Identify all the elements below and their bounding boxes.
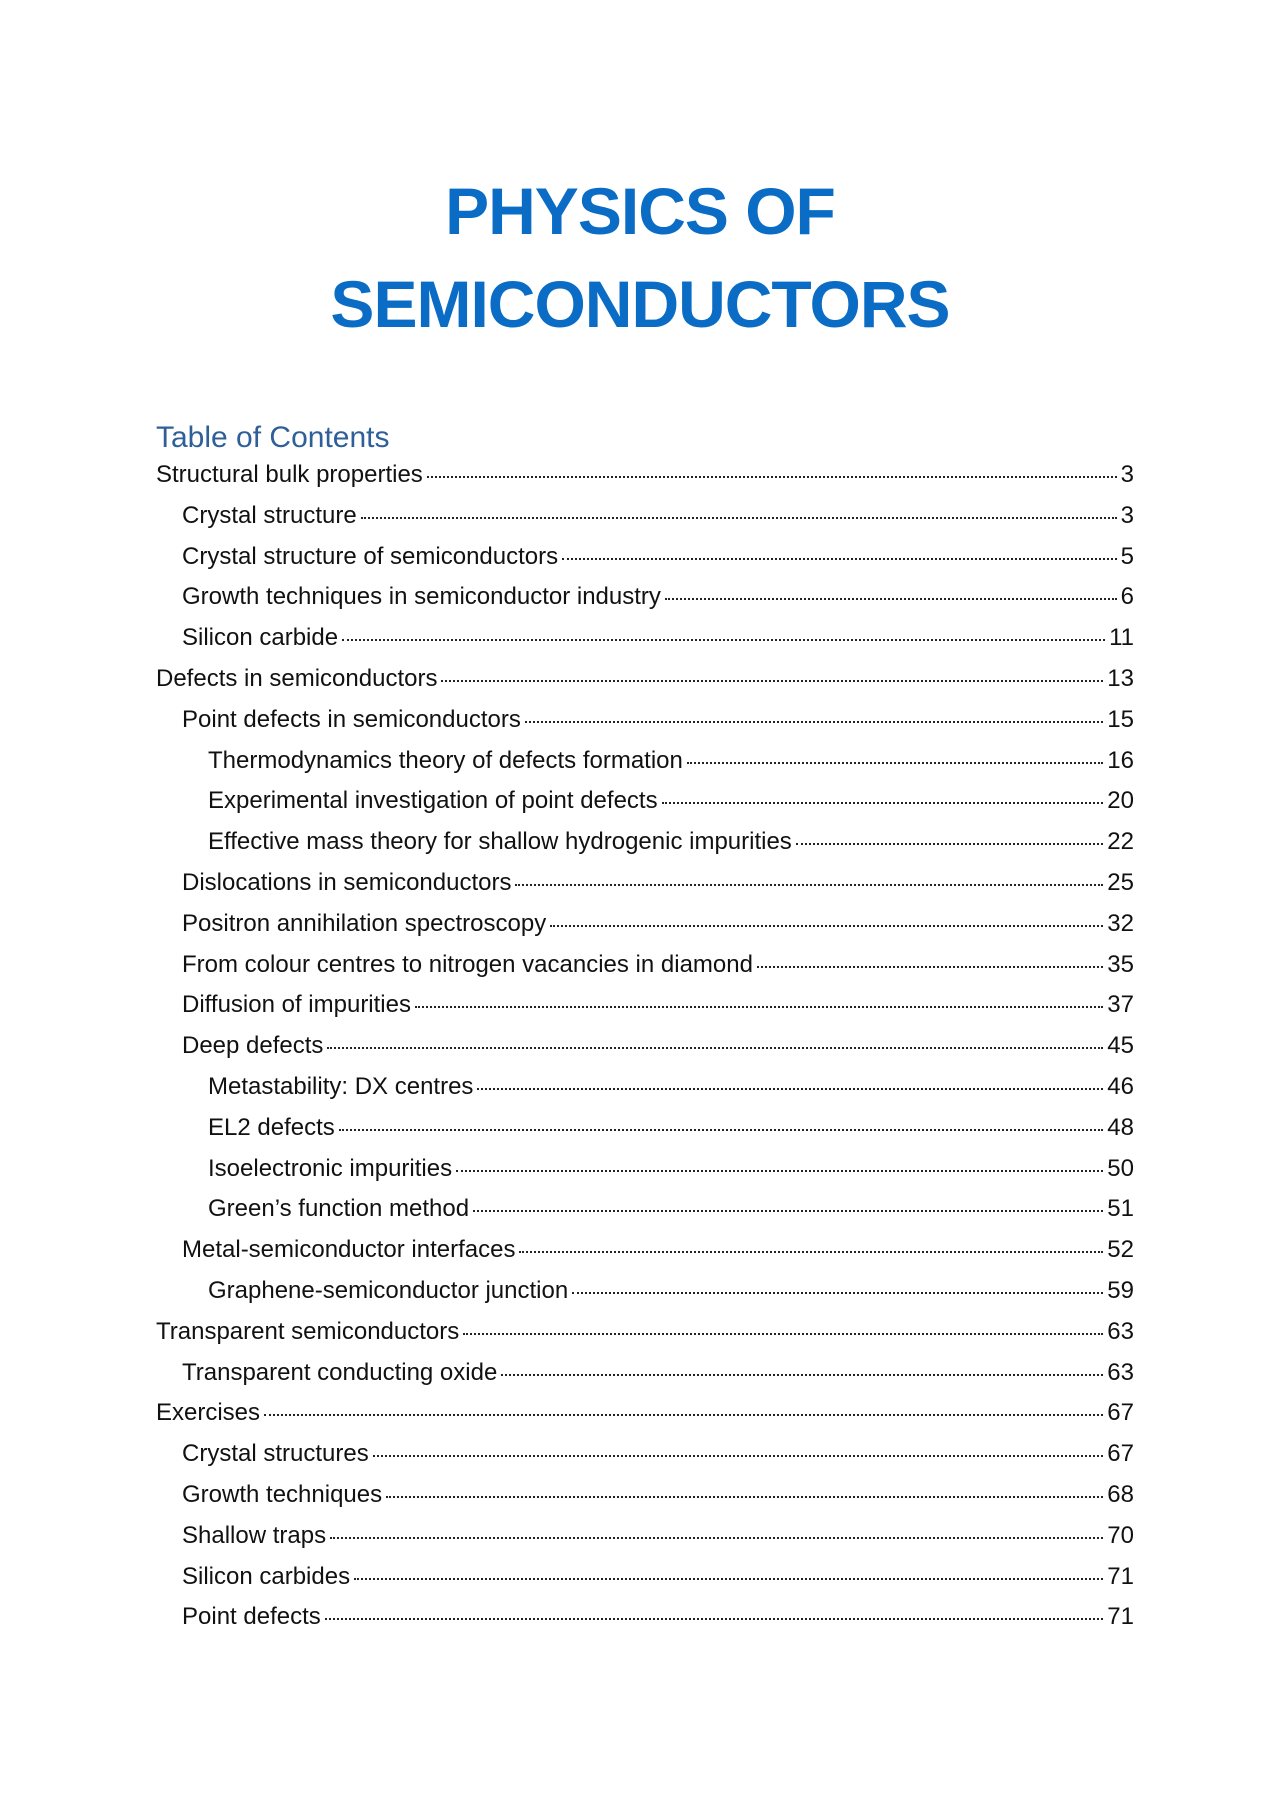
toc-page-number[interactable]: 15 (1107, 705, 1134, 733)
toc-dot-leader (330, 1519, 1103, 1543)
toc-dot-leader (477, 1070, 1103, 1094)
toc-dot-leader (327, 1029, 1103, 1053)
toc-page-number[interactable]: 63 (1107, 1317, 1134, 1345)
toc-dot-leader (796, 825, 1103, 849)
toc-entry-label[interactable]: Transparent conducting oxide (182, 1358, 498, 1386)
toc-entry-label[interactable]: Crystal structure of semiconductors (182, 542, 559, 570)
toc-entry[interactable] (156, 1478, 1134, 1519)
toc-page-number[interactable]: 52 (1107, 1236, 1134, 1264)
toc-page-number[interactable]: 32 (1107, 909, 1134, 937)
toc-page-number[interactable]: 3 (1120, 461, 1134, 488)
toc-entry-label[interactable]: Silicon carbide (182, 624, 339, 652)
toc-dot-leader (441, 662, 1103, 686)
toc-entry[interactable] (156, 1274, 1134, 1315)
title-line-1: PHYSICS OF (445, 174, 835, 248)
toc-entry[interactable] (156, 1600, 1134, 1641)
toc-dot-leader (339, 1111, 1104, 1135)
toc-entry-label[interactable]: Transparent semiconductors (156, 1317, 460, 1345)
toc-page-number[interactable]: 35 (1107, 950, 1134, 978)
toc-entry-label[interactable]: Thermodynamics theory of defects formation (208, 746, 683, 774)
toc-entry[interactable] (156, 907, 1134, 948)
toc-entry-label[interactable]: Growth techniques (182, 1480, 383, 1508)
toc-entry-label[interactable]: From colour centres to nitrogen vacancies in diamond (182, 950, 753, 978)
toc-dot-leader (757, 948, 1103, 972)
toc-heading: Table of Contents (156, 421, 390, 454)
toc-page-number[interactable]: 46 (1107, 1072, 1134, 1100)
toc-page-number[interactable]: 68 (1107, 1480, 1134, 1508)
table-of-contents (156, 458, 1134, 1641)
toc-entry[interactable] (156, 540, 1134, 581)
toc-page-number[interactable]: 22 (1107, 828, 1134, 856)
toc-entry-label[interactable]: Silicon carbides (182, 1562, 351, 1590)
toc-entry[interactable] (156, 1437, 1134, 1478)
toc-entry[interactable] (156, 1560, 1134, 1601)
toc-entry-label[interactable]: Deep defects (182, 1032, 324, 1060)
toc-entry[interactable] (156, 948, 1134, 989)
toc-dot-leader (463, 1315, 1103, 1339)
toc-dot-leader (354, 1560, 1103, 1584)
toc-entry[interactable] (156, 1029, 1134, 1070)
toc-dot-leader (361, 499, 1117, 523)
toc-entry-label[interactable]: Positron annihilation spectroscopy (182, 909, 547, 937)
toc-dot-leader (325, 1600, 1104, 1624)
toc-page-number[interactable]: 48 (1107, 1113, 1134, 1141)
title-line-2: SEMICONDUCTORS (330, 267, 950, 341)
toc-dot-leader (525, 703, 1103, 727)
toc-page-number[interactable]: 71 (1107, 1562, 1134, 1590)
toc-entry-label[interactable]: Diffusion of impurities (182, 991, 411, 1019)
toc-page-number[interactable]: 11 (1109, 624, 1134, 652)
toc-dot-leader (687, 744, 1103, 768)
toc-entry[interactable] (156, 1356, 1134, 1397)
toc-entry-label[interactable]: EL2 defects (208, 1113, 335, 1141)
toc-page-number[interactable]: 67 (1107, 1399, 1134, 1427)
toc-page-number[interactable]: 51 (1107, 1195, 1134, 1223)
toc-entry-label[interactable]: Metastability: DX centres (208, 1072, 474, 1100)
toc-entry[interactable] (156, 825, 1134, 866)
document-title (0, 165, 1280, 351)
toc-dot-leader (456, 1152, 1103, 1176)
toc-page-number[interactable]: 16 (1107, 746, 1134, 774)
toc-dot-leader (473, 1192, 1103, 1216)
toc-entry[interactable] (156, 1070, 1134, 1111)
toc-entry[interactable] (156, 458, 1134, 499)
toc-entry-label[interactable]: Defects in semiconductors (156, 664, 438, 692)
toc-entry-label[interactable]: Effective mass theory for shallow hydrogenic impurities (208, 828, 792, 856)
toc-dot-leader (665, 580, 1117, 604)
toc-page-number[interactable]: 25 (1107, 868, 1134, 896)
toc-dot-leader (515, 866, 1103, 890)
toc-dot-leader (519, 1233, 1103, 1257)
toc-page-number[interactable]: 3 (1120, 501, 1134, 529)
toc-dot-leader (662, 784, 1104, 808)
toc-entry[interactable] (156, 866, 1134, 907)
toc-entry-label[interactable]: Structural bulk properties (156, 461, 423, 488)
toc-page-number[interactable]: 37 (1107, 991, 1134, 1019)
toc-dot-leader (427, 458, 1117, 482)
toc-entry[interactable] (156, 744, 1134, 785)
toc-dot-leader (342, 621, 1105, 645)
toc-entry-label[interactable]: Exercises (156, 1399, 261, 1427)
toc-page-number[interactable]: 6 (1120, 583, 1134, 611)
toc-entry-label[interactable]: Point defects (182, 1603, 321, 1631)
toc-entry[interactable] (156, 499, 1134, 540)
toc-entry-label[interactable]: Graphene-semiconductor junction (208, 1276, 569, 1304)
toc-page-number[interactable]: 71 (1107, 1603, 1134, 1631)
toc-entry-label[interactable]: Metal-semiconductor interfaces (182, 1236, 516, 1264)
toc-dot-leader (386, 1478, 1103, 1502)
toc-entry[interactable] (156, 1233, 1134, 1274)
toc-dot-leader (373, 1437, 1104, 1461)
toc-dot-leader (264, 1396, 1103, 1420)
toc-page-number[interactable]: 70 (1107, 1521, 1134, 1549)
toc-page-number[interactable]: 13 (1107, 664, 1134, 692)
toc-page-number[interactable]: 50 (1107, 1154, 1134, 1182)
toc-dot-leader (415, 988, 1103, 1012)
toc-dot-leader (572, 1274, 1103, 1298)
toc-entry-label[interactable]: Crystal structures (182, 1440, 369, 1468)
toc-page-number[interactable]: 20 (1107, 787, 1134, 815)
toc-page-number[interactable]: 5 (1120, 542, 1134, 570)
toc-entry-label[interactable]: Shallow traps (182, 1521, 327, 1549)
toc-entry[interactable] (156, 1396, 1134, 1437)
toc-entry[interactable] (156, 703, 1134, 744)
toc-entry[interactable] (156, 784, 1134, 825)
toc-page-number[interactable]: 45 (1107, 1032, 1134, 1060)
toc-entry[interactable] (156, 1315, 1134, 1356)
toc-dot-leader (501, 1356, 1103, 1380)
toc-dot-leader (550, 907, 1103, 931)
toc-entry[interactable] (156, 621, 1134, 662)
toc-entry-label[interactable]: Green’s function method (208, 1195, 470, 1223)
toc-entry[interactable] (156, 988, 1134, 1029)
toc-entry-label[interactable]: Isoelectronic impurities (208, 1154, 453, 1182)
toc-entry[interactable] (156, 1192, 1134, 1233)
toc-entry[interactable] (156, 1519, 1134, 1560)
toc-entry[interactable] (156, 662, 1134, 703)
toc-page-number[interactable]: 63 (1107, 1358, 1134, 1386)
toc-entry-label[interactable]: Point defects in semiconductors (182, 705, 521, 733)
toc-entry[interactable] (156, 580, 1134, 621)
toc-page-number[interactable]: 67 (1107, 1440, 1134, 1468)
toc-entry-label[interactable]: Crystal structure (182, 501, 357, 529)
toc-entry-label[interactable]: Dislocations in semiconductors (182, 868, 512, 896)
toc-page-number[interactable]: 59 (1107, 1276, 1134, 1304)
toc-entry[interactable] (156, 1152, 1134, 1193)
toc-entry-label[interactable]: Experimental investigation of point defects (208, 787, 658, 815)
toc-entry-label[interactable]: Growth techniques in semiconductor industry (182, 583, 661, 611)
toc-entry[interactable] (156, 1111, 1134, 1152)
toc-dot-leader (562, 540, 1117, 564)
